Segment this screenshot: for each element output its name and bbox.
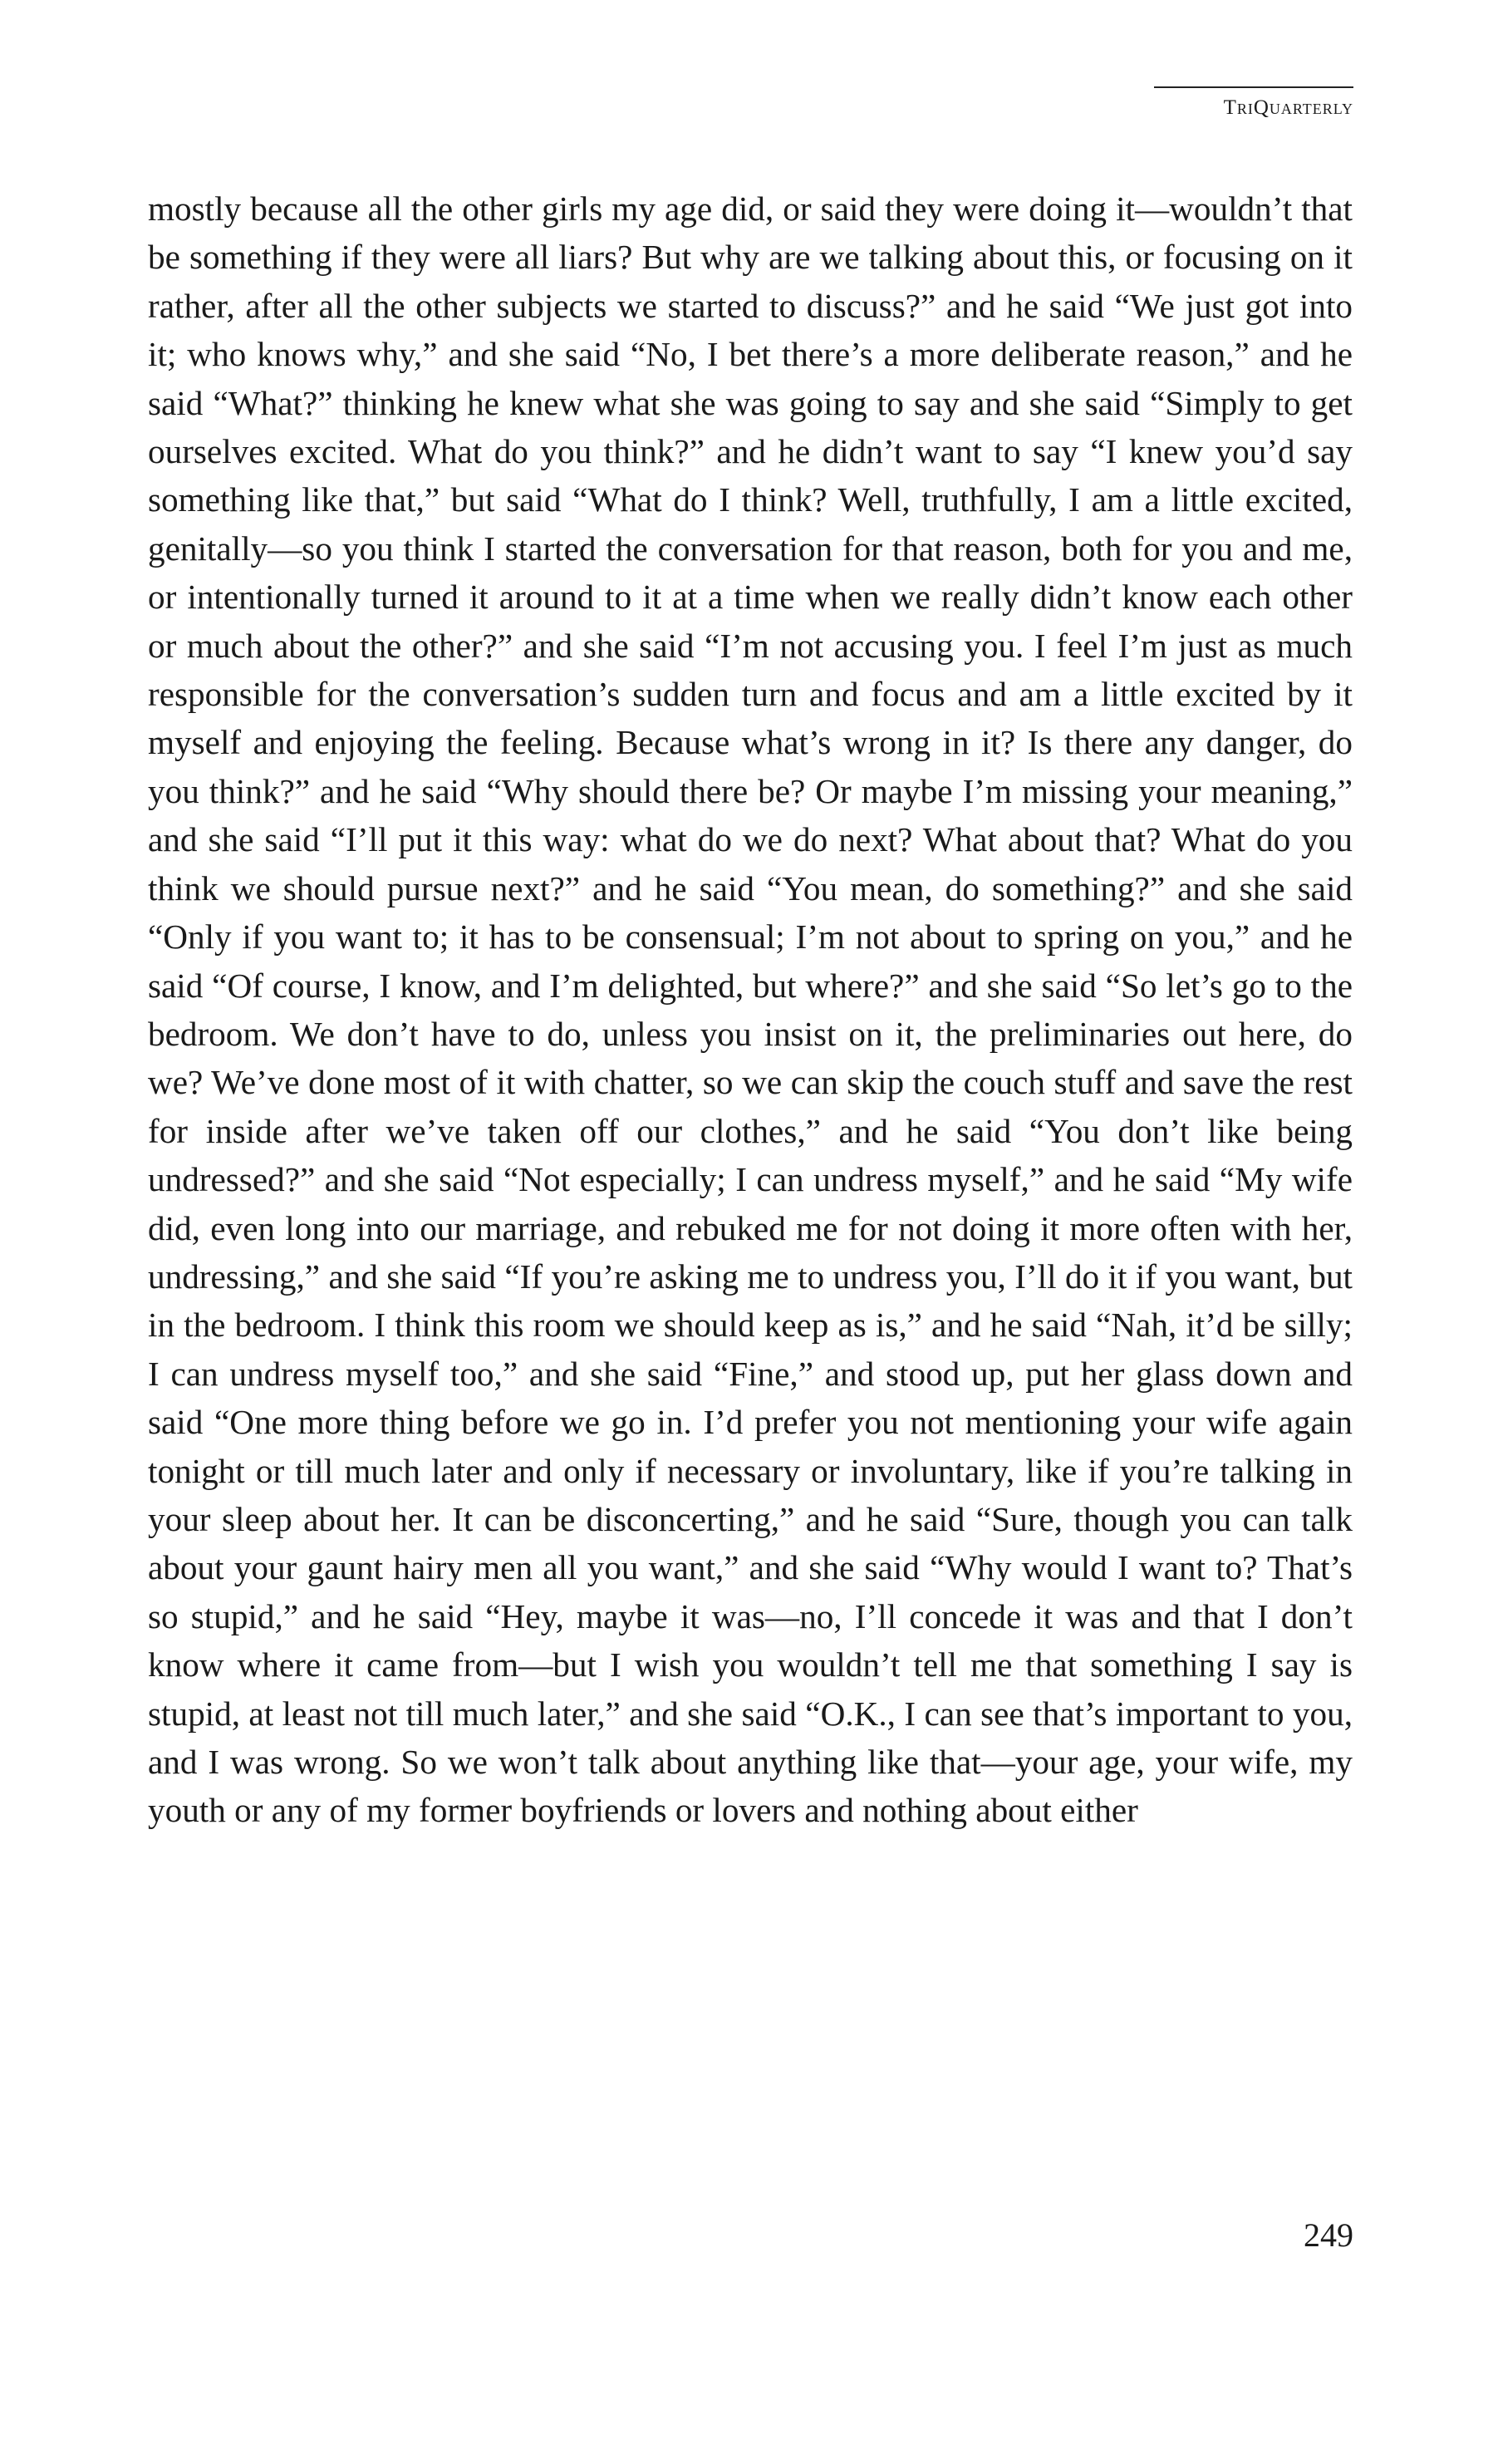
page-number: 249	[1304, 2216, 1353, 2254]
running-head: TriQuarterly	[1154, 86, 1353, 120]
body-paragraph: mostly because all the other girls my age did, or said they were doing it—wouldn’t that be something if they were all liars? But why are we talking about this, or focusing on it rather, after all the other subjects we started to discuss?” and he said “We just got into it; who knows why,” and she said “No, I bet there’s a more deliberate reason,” and he said “What?” thinking he knew what she was going to say and she said “Simply to get ourselves excited. What do you think?” and he didn’t want to say “I knew you’d say something like that,” but said “What do I think? Well, truthfully, I am a little excited, genitally—so you think I started the conversation for that reason, both for you and me, or intentionally turned it around to it at a time when we really didn’t know each other or much about the other?” and she said “I’m not accusing you. I feel I’m just as much responsible for the conversation’s sudden turn and focus and am a little excited by it myself and enjoying the feeling. Because what’s wrong in it? Is there any danger, do you think?” and he said “Why should there be? Or maybe I’m missing your meaning,” and she said “I’ll put it this way: what do we do next? What about that? What do you think we should pursue next?” and he said “You mean, do something?” and she said “Only if you want to; it has to be consensual; I’m not about to spring on you,” and he said “Of course, I know, and I’m delighted, but where?” and she said “So let’s go to the bedroom. We don’t have to do, unless you insist on it, the preliminaries out here, do we? We’ve done most of it with chatter, so we can skip the couch stuff and save the rest for inside after we’ve taken off our clothes,” and he said “You don’t like being undressed?” and she said “Not especially; I can undress myself,” and he said “My wife did, even long into our marriage, and rebuked me for not doing it more often with her, undressing,” and she said “If you’re asking me to undress you, I’ll do it if you want, but in the bedroom. I think this room we should keep as is,” and he said “Nah, it’d be silly; I can undress myself too,” and she said “Fine,” and stood up, put her glass down and said “One more thing before we go in. I’d prefer you not mentioning your wife again tonight or till much later and only if necessary or involuntary, like if you’re talking in your sleep about her. It can be disconcerting,” and he said “Sure, though you can talk about your gaunt hairy men all you want,” and she said “Why would I want to? That’s so stupid,” and he said “Hey, maybe it was—no, I’ll concede it was and that I don’t know where it came from—but I wish you wouldn’t tell me that something I say is stupid, at least not till much later,” and she said “O.K., I can see that’s important to you, and I was wrong. So we won’t talk about anything like that—your age, your wife, my youth or any of my former boyfriends or lovers and nothing about either	[148, 189, 1353, 1830]
